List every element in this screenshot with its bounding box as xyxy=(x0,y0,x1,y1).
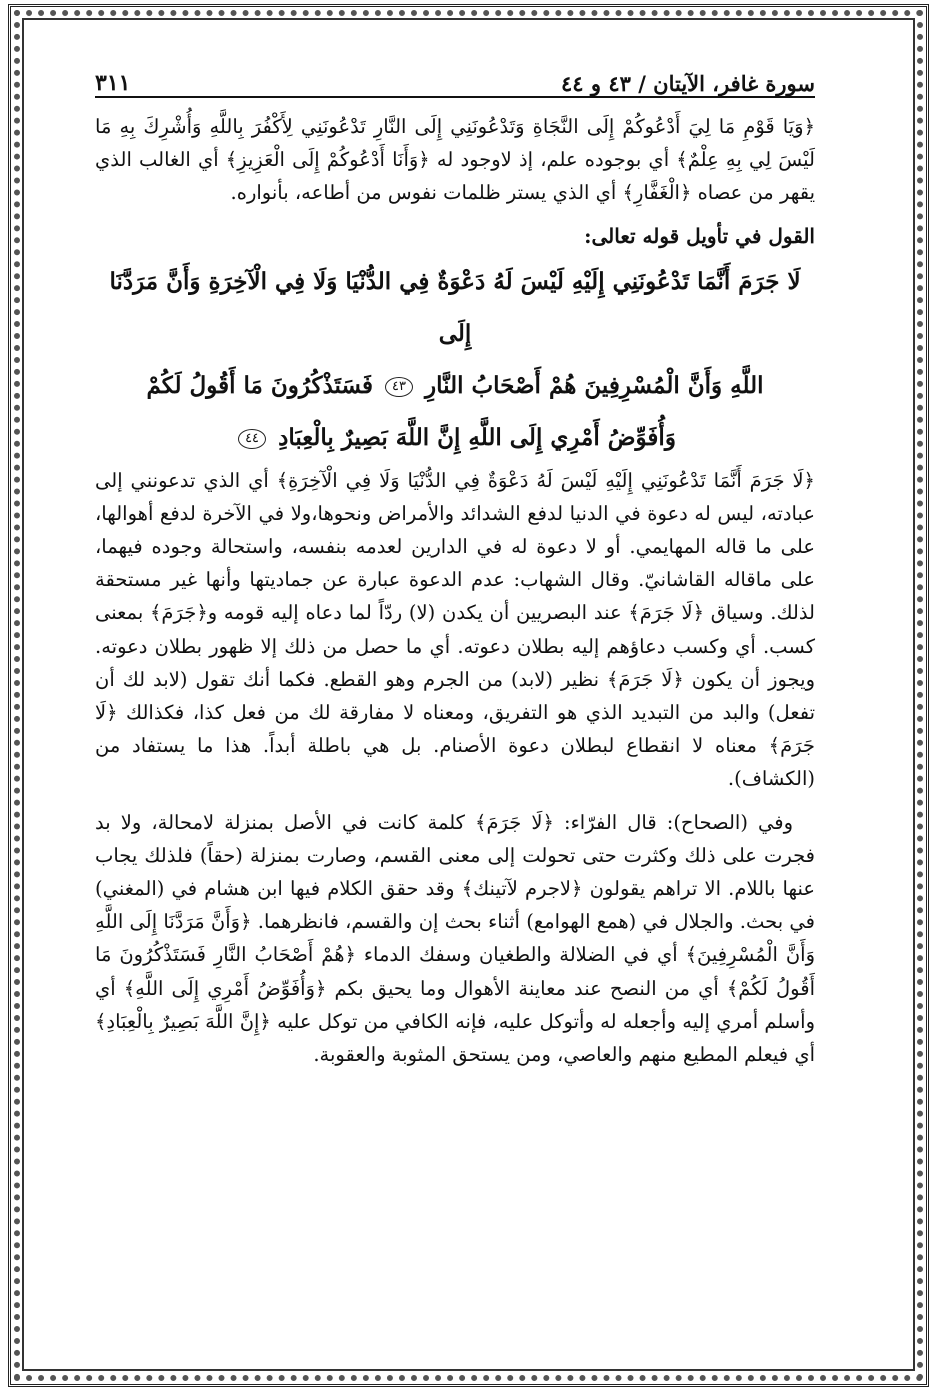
paragraph-1: ﴿وَيَا قَوْمِ مَا لِيَ أَدْعُوكُمْ إِلَى النَّجَاةِ وَتَدْعُونَنِي إِلَى النَّارِ تَدْعُونَنِي لِأَكْفُرَ بِاللَّهِ وَأُشْرِكَ بِهِ مَا لَيْسَ لِي بِهِ عِلْمٌ﴾ أي بوجوده علم، إذ لاوجود له ﴿وَأَنَا أَدْعُوكُمْ إِلَى الْعَزِيزِ﴾ أي الغالب الذي يقهر من عصاه ﴿الْغَفَّارِ﴾ أي الذي يستر ظلمات نفوس من أطاعه، بأنواره. xyxy=(95,115,815,205)
section-heading: القول في تأويل قوله تعالى: xyxy=(584,223,815,248)
paragraph-2: ﴿لَا جَرَمَ أَنَّمَا تَدْعُونَنِي إِلَيْهِ لَيْسَ لَهُ دَعْوَةٌ فِي الدُّنْيَا وَلَا فِي الْآخِرَةِ﴾ أي الذي تدعونني إلى عبادته، ليس له دعوة في الدنيا لدفع الشدائد والأمراض ونحوها،ولا في الآخرة لدفع أهوالها، على ما قاله المهايمي. أو لا دعوة له في الدارين لعدمه بنفسه، واستحالة وجوده فيهما، على ماقاله القاشانيّ. وقال الشهاب: عدم الدعوة عبارة عن جماديتها وأنها غير مستحقة لذلك. وسياق ﴿لَا جَرَمَ﴾ عند البصريين أن يكدن (لا) ردّاً لما دعاه إليه قومه و﴿جَرَمَ﴾ بمعنى كسب. أي وكسب دعاؤهم إليه بطلان دعوته. أي ما حصل من ذلك إلا ظهور بطلان دعوته. ويجوز أن يكون ﴿لَا جَرَمَ﴾ نظير (لابد) من الجرم وهو القطع. فكما أنك تقول (لابد لك أن تفعل) والبد من التبديد الذي هو التفريق، ومعناه لا مفارقة لك من فعل كذا، فكذالك ﴿لَا جَرَمَ﴾ معناه لا انقطاع لبطلان دعوة الأصنام. بل هي باطلة أبداً. هذا ما يستفاد من (الكشاف). xyxy=(95,468,815,791)
page-number: ٣١١ xyxy=(95,70,131,96)
verse-line-1: لَا جَرَمَ أَنَّمَا تَدْعُونَنِي إِلَيْهِ لَيْسَ لَهُ دَعْوَةٌ فِي الدُّنْيَا وَلَا فِي الْآخِرَةِ وَأَنَّ مَرَدَّنَا إِلَى xyxy=(109,267,801,347)
verse-line-2-text: اللَّهِ وَأَنَّ الْمُسْرِفِينَ هُمْ أَصْحَابُ النَّارِ xyxy=(425,371,764,399)
quran-verse-block xyxy=(105,256,805,464)
page-content xyxy=(95,60,815,1071)
verse-line-3-text: وَأُفَوِّضُ أَمْرِي إِلَى اللَّهِ إِنَّ اللَّهَ بَصِيرٌ بِالْعِبَادِ xyxy=(278,423,676,451)
header-title: سورة غافر، الآيتان / ٤٣ و ٤٤ xyxy=(561,71,815,96)
verse-line-3 xyxy=(105,412,805,464)
verse-line-2 xyxy=(105,360,805,412)
running-header xyxy=(95,60,815,98)
verse-number-44: ٤٤ xyxy=(238,429,266,449)
paragraph-3: وفي (الصحاح): قال الفرّاء: ﴿لَا جَرَمَ﴾ كلمة كانت في الأصل بمنزلة لامحالة، ولا بد فجرت على ذلك وكثرت حتى تحولت إلى معنى القسم، وصارت بمنزلة (حقاً) فلذلك يجاب عنها باللام. الا تراهم يقولون ﴿لاجرم لآتينك﴾ وقد حقق الكلام فيها ابن هشام في (المغني) في بحث. والجلال في (همع الهوامع) أثناء بحث إن والقسم، فانظرهما. ﴿وَأَنَّ مَرَدَّنَا إِلَى اللَّهِ وَأَنَّ الْمُسْرِفِينَ﴾ أي في الضلالة والطغيان وسفك الدماء ﴿هُمْ أَصْحَابُ النَّارِ فَسَتَذْكُرُونَ مَا أَقُولُ لَكُمْ﴾ أي من النصح عند معاينة الأهوال وما يحيق بكم ﴿وَأُفَوِّضُ أَمْرِي إِلَى اللَّهِ﴾ أي وأسلم أمري إليه وأجعله له وأتوكل عليه، فإنه الكافي من توكل عليه ﴿إِنَّ اللَّهَ بَصِيرٌ بِالْعِبَادِ﴾ أي فيعلم المطيع منهم والعاصي، ومن يستحق المثوبة والعقوبة. xyxy=(95,810,815,1067)
verse-number-43: ٤٣ xyxy=(385,377,413,397)
verse-line-2b-text: فَسَتَذْكُرُونَ مَا أَقُولُ لَكُمْ xyxy=(146,371,374,399)
